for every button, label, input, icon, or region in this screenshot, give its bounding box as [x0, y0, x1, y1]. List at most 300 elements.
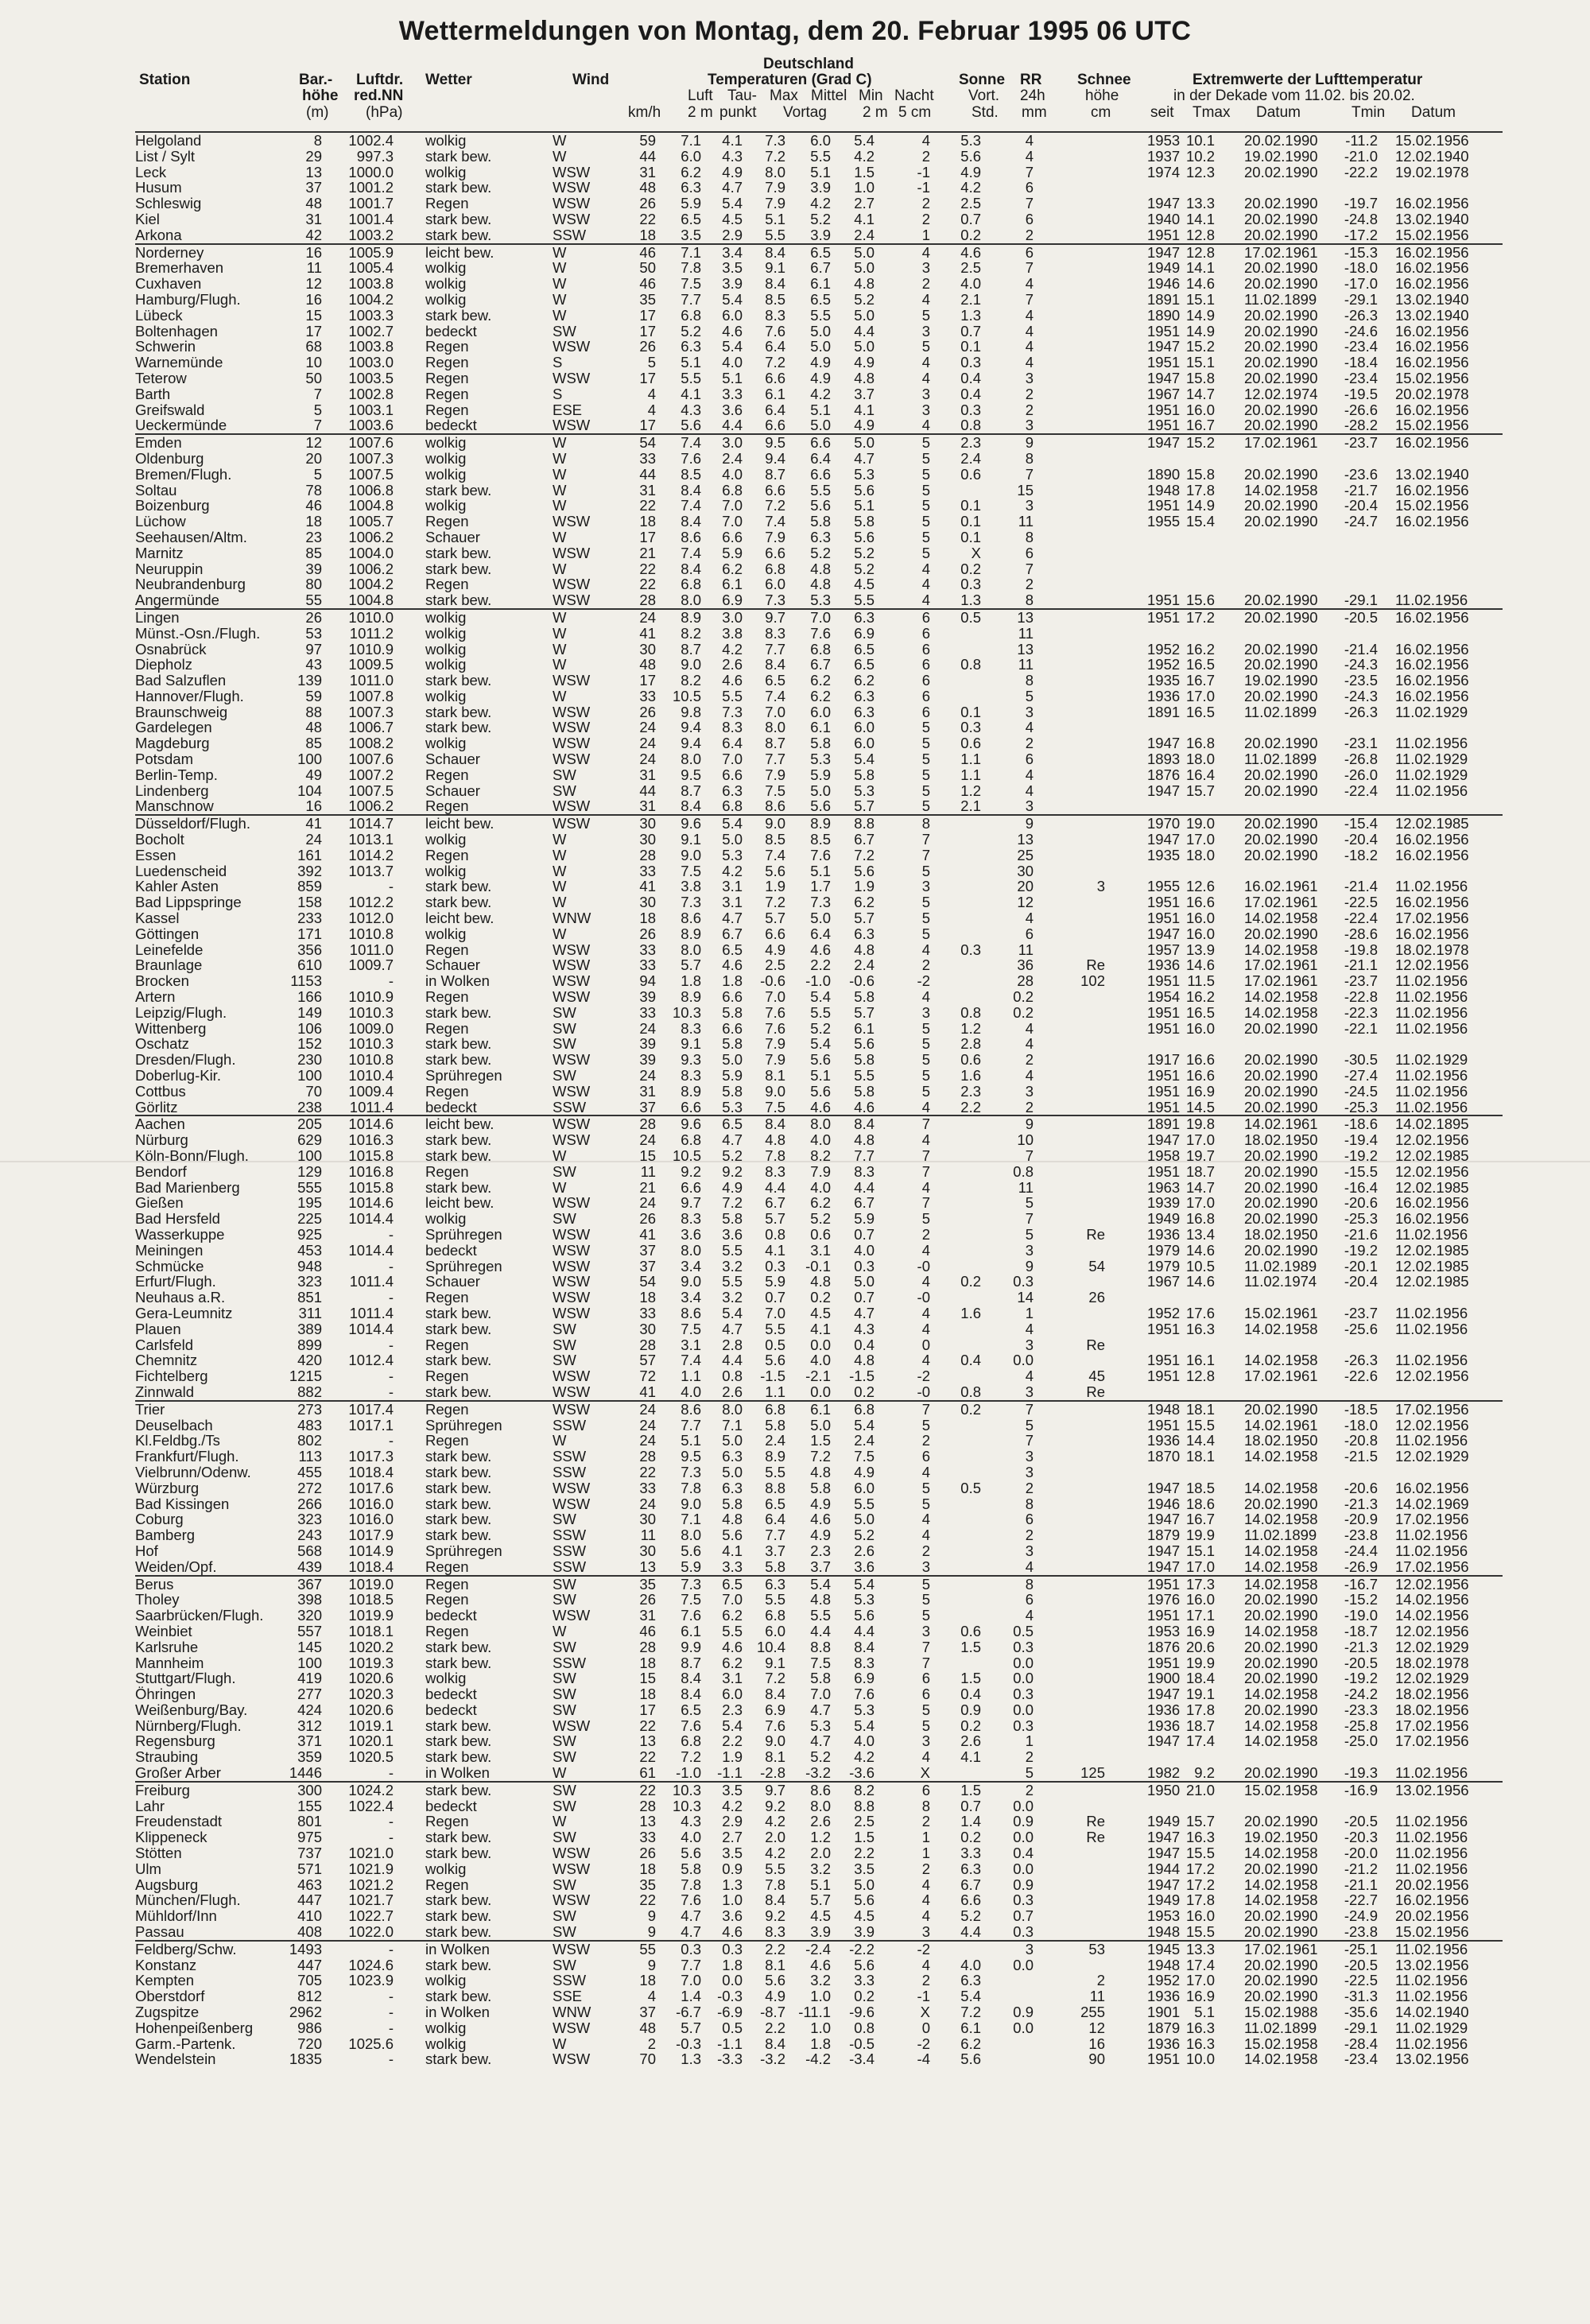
station-name: Carlsfeld — [135, 1337, 193, 1353]
table-row — [135, 1783, 1503, 1798]
record-since: 1893 — [1147, 751, 1180, 767]
record-since: 1951 — [1147, 1418, 1180, 1434]
station-name: Lüchow — [135, 514, 186, 530]
precipitation-value: 7 — [1026, 260, 1034, 276]
record-tmax-value: 14.6 — [1186, 1274, 1215, 1290]
precipitation-value: 0.9 — [1013, 2004, 1034, 2020]
station-name: Chemnitz — [135, 1352, 197, 1368]
wind-speed-value: 39 — [639, 1036, 656, 1052]
temp-mean-value: 5.2 — [810, 1749, 831, 1765]
record-tmin-date: 11.02.1956 — [1395, 1084, 1468, 1100]
temp-min-5cm-value: 4 — [922, 1877, 930, 1893]
barometer-height-value: 100 — [297, 1655, 322, 1671]
record-since: 1947 — [1147, 1511, 1180, 1527]
air-temp-value: 7.4 — [681, 498, 701, 514]
air-temp-value: 4.0 — [681, 1384, 701, 1400]
temp-max-value: 5.6 — [765, 1352, 785, 1368]
temp-min-2m-value: 4.6 — [854, 1100, 874, 1115]
temp-min-2m-value: 5.5 — [854, 592, 874, 608]
wind-speed-value: 13 — [639, 1814, 656, 1829]
dew-point-value: 3.6 — [722, 402, 743, 418]
station-name: Oldenburg — [135, 451, 204, 467]
record-since: 1951 — [1147, 894, 1180, 910]
record-tmin-date: 16.02.1956 — [1395, 196, 1469, 211]
temp-mean-value: 4.6 — [810, 1957, 831, 1973]
temp-max-value: 6.0 — [765, 1624, 785, 1639]
record-tmax-value: 16.3 — [1186, 2020, 1215, 2036]
dew-point-value: 4.3 — [722, 149, 743, 165]
temp-min-5cm-value: -1 — [917, 1988, 930, 2004]
air-temp-value: 5.8 — [681, 1861, 701, 1877]
barometer-height-value: 243 — [297, 1527, 322, 1543]
dew-point-value: 5.5 — [722, 1243, 743, 1259]
record-tmin-date: 12.02.1985 — [1395, 1243, 1469, 1259]
table-row — [135, 1988, 1503, 2004]
station-name: Münst.-Osn./Flugh. — [135, 626, 260, 642]
wind-speed-value: 18 — [639, 1290, 656, 1306]
temp-max-value: 5.5 — [765, 227, 785, 243]
weather-condition: wolkig — [425, 1861, 466, 1877]
temp-min-2m-value: 4.8 — [854, 1132, 874, 1148]
wind-speed-value: 24 — [639, 1068, 656, 1084]
record-tmin-date: 19.02.1978 — [1395, 165, 1469, 180]
record-tmax-value: 12.8 — [1186, 1368, 1215, 1384]
precipitation-value: 0.0 — [1013, 2020, 1034, 2036]
record-tmax-value: 14.7 — [1186, 386, 1215, 402]
station-name: Magdeburg — [135, 735, 210, 751]
air-pressure-value: 997.3 — [357, 149, 394, 165]
table-row — [135, 1702, 1503, 1718]
paper-fold — [0, 1161, 1590, 1162]
wind-speed-value: 22 — [639, 1465, 656, 1480]
barometer-height-value: 410 — [297, 1908, 322, 1924]
record-tmin-value: -21.7 — [1344, 483, 1378, 499]
sunshine-hours-value: 2.4 — [960, 451, 981, 467]
wind-speed-value: 22 — [639, 498, 656, 514]
temp-min-2m-value: 5.0 — [854, 260, 874, 276]
temp-max-value: 8.7 — [765, 735, 785, 751]
sunshine-hours-value: 2.5 — [960, 260, 981, 276]
temp-min-2m-value: 7.5 — [854, 1449, 874, 1465]
record-tmin-date: 11.02.1956 — [1395, 1543, 1468, 1559]
temp-min-5cm-value: 6 — [922, 689, 930, 704]
station-name: Potsdam — [135, 751, 193, 767]
wind-speed-value: 28 — [639, 1116, 656, 1132]
record-tmax-date: 11.02.1899 — [1244, 1527, 1317, 1543]
record-tmin-value: -21.5 — [1344, 1449, 1378, 1465]
station-name: Frankfurt/Flugh. — [135, 1449, 239, 1465]
temp-min-5cm-value: 6 — [922, 610, 930, 626]
station-name: Weißenburg/Bay. — [135, 1702, 247, 1718]
station-name: Arkona — [135, 227, 182, 243]
record-tmin-date: 16.02.1956 — [1395, 894, 1469, 910]
air-pressure-value: 1016.8 — [348, 1164, 394, 1180]
precipitation-value: 4 — [1026, 1021, 1034, 1037]
wind-speed-value: 24 — [639, 1132, 656, 1148]
station-name: Schmücke — [135, 1259, 204, 1275]
record-tmin-value: -15.5 — [1344, 1164, 1378, 1180]
temp-mean-value: 1.0 — [810, 2020, 831, 2036]
record-tmin-value: -22.4 — [1344, 910, 1378, 926]
temp-mean-value: 5.4 — [810, 1036, 831, 1052]
record-tmax-value: 5.1 — [1194, 2004, 1215, 2020]
barometer-height-value: 975 — [297, 1829, 322, 1845]
station-name: Großer Arber — [135, 1765, 221, 1781]
weather-condition: Regen — [425, 196, 469, 211]
precipitation-value: 30 — [1017, 863, 1034, 879]
air-temp-value: 8.7 — [681, 642, 701, 658]
air-temp-value: 8.3 — [681, 1211, 701, 1227]
sunshine-hours-value: X — [971, 545, 981, 561]
dew-point-value: 4.2 — [722, 1798, 743, 1814]
air-temp-value: 8.4 — [681, 561, 701, 577]
temp-mean-value: 5.0 — [810, 324, 831, 339]
temp-min-2m-value: 6.0 — [854, 1480, 874, 1496]
temp-min-2m-value: 5.7 — [854, 1005, 874, 1021]
record-tmax-date: 20.02.1990 — [1244, 133, 1318, 149]
temp-min-5cm-value: 4 — [922, 133, 930, 149]
temp-mean-value: 5.1 — [810, 402, 831, 418]
temp-mean-value: 4.6 — [810, 1511, 831, 1527]
dew-point-value: 2.7 — [722, 1829, 743, 1845]
record-tmin-value: -24.4 — [1344, 1543, 1378, 1559]
wind-direction: W — [553, 276, 566, 292]
dew-point-value: 6.6 — [722, 767, 743, 783]
air-pressure-value: 1010.3 — [348, 1005, 394, 1021]
wind-direction: W — [553, 435, 566, 451]
temp-min-2m-value: 7.2 — [854, 848, 874, 863]
wind-speed-value: 31 — [639, 798, 656, 814]
table-row — [135, 1845, 1503, 1861]
temp-mean-value: 4.0 — [810, 1180, 831, 1196]
station-name: Öhringen — [135, 1686, 196, 1702]
temp-mean-value: 3.7 — [810, 1559, 831, 1575]
weather-condition: bedeckt — [425, 1608, 477, 1624]
wind-direction: SW — [553, 1021, 576, 1037]
precipitation-value: 7 — [1026, 196, 1034, 211]
record-tmin-date: 16.02.1956 — [1395, 657, 1469, 673]
record-tmin-value: -20.3 — [1344, 1829, 1378, 1845]
station-name: Stötten — [135, 1845, 182, 1861]
wind-direction: SW — [553, 1670, 576, 1686]
temp-mean-value: 5.3 — [810, 751, 831, 767]
weather-condition: bedeckt — [425, 1686, 477, 1702]
temp-min-5cm-value: 4 — [922, 1100, 930, 1115]
sunshine-hours-value: 6.2 — [960, 2036, 981, 2052]
dew-point-value: 4.6 — [722, 1639, 743, 1655]
wind-speed-value: 28 — [639, 592, 656, 608]
station-name: Saarbrücken/Flugh. — [135, 1608, 263, 1624]
air-temp-value: 6.1 — [681, 1624, 701, 1639]
air-pressure-value: 1025.6 — [348, 2036, 394, 2052]
weather-condition: stark bew. — [425, 1180, 491, 1196]
snow-depth-value: Re — [1086, 1337, 1105, 1353]
air-pressure-value: 1011.4 — [350, 1100, 394, 1115]
sunshine-hours-value: 2.1 — [960, 292, 981, 308]
barometer-height-value: 85 — [305, 545, 322, 561]
temp-mean-value: 5.6 — [810, 1084, 831, 1100]
sunshine-hours-value: 1.3 — [960, 308, 981, 324]
temp-max-value: 9.7 — [765, 610, 785, 626]
precipitation-value: 11 — [1018, 657, 1034, 673]
air-pressure-value: 1021.2 — [348, 1877, 394, 1893]
air-temp-value: 4.3 — [681, 1814, 701, 1829]
air-temp-value: 9.1 — [681, 832, 701, 848]
record-tmin-value: -22.5 — [1344, 894, 1378, 910]
record-tmin-value: -30.5 — [1344, 1052, 1378, 1068]
record-tmax-date: 20.02.1990 — [1244, 402, 1318, 418]
dew-point-value: 3.3 — [722, 386, 743, 402]
table-row — [135, 2020, 1503, 2036]
temp-max-value: 7.9 — [765, 530, 785, 545]
header-bar2: höhe — [302, 87, 338, 104]
temp-min-5cm-value: 3 — [922, 402, 930, 418]
record-tmax-value: 17.2 — [1186, 1877, 1215, 1893]
precipitation-value: 8 — [1026, 451, 1034, 467]
record-tmax-value: 10.5 — [1186, 1259, 1215, 1275]
dew-point-value: 5.0 — [722, 1465, 743, 1480]
temp-min-5cm-value: 5 — [922, 1718, 930, 1734]
table-row — [135, 973, 1503, 989]
table-row — [135, 1814, 1503, 1829]
temp-max-value: 2.5 — [765, 957, 785, 973]
wind-direction: W — [553, 1180, 566, 1196]
temp-mean-value: 0.0 — [810, 1337, 831, 1353]
wind-direction: WSW — [553, 1290, 590, 1306]
air-temp-value: 9.9 — [681, 1639, 701, 1655]
dew-point-value: 6.2 — [722, 561, 743, 577]
wind-direction: WSW — [553, 1718, 590, 1734]
air-temp-value: 8.0 — [681, 751, 701, 767]
table-row — [135, 576, 1503, 592]
temp-mean-value: 5.7 — [810, 1892, 831, 1908]
station-name: Bad Marienberg — [135, 1180, 240, 1196]
sunshine-hours-value: 0.5 — [960, 610, 981, 626]
table-row — [135, 1861, 1503, 1877]
temp-min-5cm-value: 2 — [922, 1814, 930, 1829]
temp-max-value: 7.8 — [765, 1148, 785, 1164]
record-tmax-value: 18.7 — [1186, 1164, 1215, 1180]
air-temp-value: 4.3 — [681, 402, 701, 418]
station-name: Ulm — [135, 1861, 161, 1877]
temp-mean-value: 3.1 — [810, 1243, 831, 1259]
record-tmax-value: 16.3 — [1186, 2036, 1215, 2052]
record-since: 1951 — [1147, 417, 1180, 433]
record-tmin-value: -20.4 — [1344, 498, 1378, 514]
station-name: Zugspitze — [135, 2004, 199, 2020]
air-pressure-value: - — [389, 1368, 394, 1384]
wind-speed-value: 17 — [639, 530, 656, 545]
dew-point-value: 3.8 — [722, 626, 743, 642]
table-row — [135, 1877, 1503, 1893]
temp-min-2m-value: 4.9 — [854, 355, 874, 371]
temp-mean-value: 5.0 — [810, 417, 831, 433]
record-since: 1951 — [1147, 2051, 1180, 2067]
air-pressure-value: 1007.3 — [348, 451, 394, 467]
wind-direction: WSW — [553, 2051, 590, 2067]
precipitation-value: 3 — [1026, 1942, 1034, 1957]
air-temp-value: 7.7 — [681, 292, 701, 308]
weather-condition: leicht bew. — [425, 1116, 494, 1132]
record-since: 1951 — [1147, 1608, 1180, 1624]
table-row — [135, 498, 1503, 514]
record-tmin-value: -22.5 — [1344, 1973, 1378, 1988]
dew-point-value: 6.8 — [722, 483, 743, 499]
record-tmin-date: 12.02.1956 — [1395, 1418, 1469, 1434]
table-row — [135, 1052, 1503, 1068]
record-tmin-value: -24.2 — [1344, 1686, 1378, 1702]
table-row — [135, 417, 1503, 433]
temp-mean-value: -1.0 — [805, 973, 831, 989]
barometer-height-value: 10 — [305, 355, 322, 371]
record-tmax-value: 15.8 — [1186, 467, 1215, 483]
record-tmax-value: 16.5 — [1186, 704, 1215, 720]
precipitation-value: 2 — [1026, 1052, 1034, 1068]
temp-mean-value: 5.5 — [810, 483, 831, 499]
table-row — [135, 1957, 1503, 1973]
dew-point-value: -1.1 — [717, 2036, 743, 2052]
record-tmin-date: 11.02.1956 — [1395, 1814, 1468, 1829]
temp-mean-value: 7.9 — [810, 1164, 831, 1180]
air-temp-value: 7.1 — [681, 245, 701, 261]
air-pressure-value: 1006.7 — [348, 720, 394, 735]
temp-mean-value: 6.2 — [810, 1195, 831, 1211]
barometer-height-value: 447 — [297, 1892, 322, 1908]
dew-point-value: 6.8 — [722, 798, 743, 814]
air-temp-value: 4.7 — [681, 1908, 701, 1924]
barometer-height-value: 948 — [297, 1259, 322, 1275]
precipitation-value: 0.9 — [1013, 1877, 1034, 1893]
precipitation-value: 36 — [1017, 957, 1034, 973]
wind-direction: WSW — [553, 1243, 590, 1259]
wind-speed-value: 24 — [639, 1496, 656, 1512]
record-since: 1951 — [1147, 324, 1180, 339]
record-tmax-value: 14.9 — [1186, 308, 1215, 324]
precipitation-value: 4 — [1026, 324, 1034, 339]
station-group — [135, 243, 1503, 434]
record-tmin-value: -19.2 — [1344, 1243, 1378, 1259]
barometer-height-value: 453 — [297, 1243, 322, 1259]
air-temp-value: 7.6 — [681, 1718, 701, 1734]
record-tmin-date: 16.02.1956 — [1395, 276, 1469, 292]
precipitation-value: 3 — [1026, 1465, 1034, 1480]
air-pressure-value: 1003.3 — [348, 308, 394, 324]
temp-mean-value: 6.1 — [810, 276, 831, 292]
temp-max-value: 1.1 — [765, 1384, 785, 1400]
record-tmin-date: 12.02.1956 — [1395, 957, 1469, 973]
record-since: 1976 — [1147, 1592, 1180, 1608]
temp-mean-value: 5.6 — [810, 798, 831, 814]
table-row — [135, 1465, 1503, 1480]
temp-mean-value: 4.7 — [810, 1733, 831, 1749]
air-pressure-value: 1024.2 — [348, 1783, 394, 1798]
temp-max-value: 6.0 — [765, 576, 785, 592]
table-row — [135, 957, 1503, 973]
header-luft-b: 2 m — [688, 104, 713, 121]
sunshine-hours-value: 2.5 — [960, 196, 981, 211]
precipitation-value: 2 — [1026, 576, 1034, 592]
wind-direction: WSW — [553, 735, 590, 751]
record-tmax-date: 20.02.1990 — [1244, 1052, 1318, 1068]
record-tmin-date: 12.02.1929 — [1395, 1449, 1469, 1465]
barometer-height-value: 15 — [305, 308, 322, 324]
station-name: Görlitz — [135, 1100, 177, 1115]
temp-max-value: 6.4 — [765, 1511, 785, 1527]
record-tmax-value: 16.2 — [1186, 642, 1215, 658]
sunshine-hours-value: 5.6 — [960, 2051, 981, 2067]
record-since: 1947 — [1147, 832, 1180, 848]
snow-depth-value: 53 — [1088, 1942, 1105, 1957]
sunshine-hours-value: 0.4 — [960, 371, 981, 386]
station-name: Düsseldorf/Flugh. — [135, 816, 250, 832]
air-temp-value: 7.7 — [681, 1418, 701, 1434]
record-tmax-date: 20.02.1990 — [1244, 276, 1318, 292]
precipitation-value: 5 — [1026, 1227, 1034, 1243]
record-tmax-value: 17.2 — [1186, 610, 1215, 626]
barometer-height-value: 149 — [297, 1005, 322, 1021]
temp-min-2m-value: 4.1 — [854, 211, 874, 227]
wind-direction: WSW — [553, 816, 590, 832]
temp-min-5cm-value: 3 — [922, 879, 930, 894]
temp-max-value: 8.6 — [765, 798, 785, 814]
dew-point-value: 3.1 — [722, 894, 743, 910]
temp-min-2m-value: 5.2 — [854, 545, 874, 561]
air-temp-value: 10.3 — [673, 1783, 701, 1798]
precipitation-value: 0.0 — [1013, 1957, 1034, 1973]
temp-max-value: 6.6 — [765, 926, 785, 942]
header-extrem2: in der Dekade vom 11.02. bis 20.02. — [1173, 87, 1415, 104]
record-tmin-value: -28.6 — [1344, 926, 1378, 942]
weather-condition: stark bew. — [425, 1321, 491, 1337]
air-pressure-value: 1019.9 — [348, 1608, 394, 1624]
dew-point-value: 2.3 — [722, 1702, 743, 1718]
record-since: 1955 — [1147, 514, 1180, 530]
wind-direction: SW — [553, 1783, 576, 1798]
record-since: 1936 — [1147, 2036, 1180, 2052]
temp-max-value: 8.9 — [765, 1449, 785, 1465]
wind-speed-value: 46 — [639, 276, 656, 292]
dew-point-value: 6.5 — [722, 1116, 743, 1132]
wind-speed-value: 41 — [639, 1227, 656, 1243]
record-tmin-date: 17.02.1956 — [1395, 1559, 1469, 1575]
temp-min-5cm-value: 3 — [922, 1924, 930, 1940]
record-tmax-value: 17.4 — [1186, 1733, 1215, 1749]
station-name: Wittenberg — [135, 1021, 206, 1037]
station-name: Emden — [135, 435, 182, 451]
air-pressure-value: 1001.7 — [348, 196, 394, 211]
weather-condition: stark bew. — [425, 2051, 491, 2067]
precipitation-value: 4 — [1026, 1559, 1034, 1575]
wind-speed-value: 54 — [639, 435, 656, 451]
temp-min-5cm-value: 5 — [922, 1052, 930, 1068]
temp-max-value: 9.0 — [765, 1733, 785, 1749]
air-temp-value: 3.5 — [681, 227, 701, 243]
weather-condition: stark bew. — [425, 1005, 491, 1021]
table-row — [135, 1765, 1503, 1781]
dew-point-value: 0.5 — [722, 2020, 743, 2036]
wind-direction: WSW — [553, 989, 590, 1005]
air-temp-value: 7.7 — [681, 1957, 701, 1973]
station-name: Berus — [135, 1577, 173, 1593]
record-tmax-date: 12.02.1974 — [1244, 386, 1318, 402]
sunshine-hours-value: 2.8 — [960, 1036, 981, 1052]
record-tmin-value: -15.3 — [1344, 245, 1378, 261]
record-tmax-date: 14.02.1958 — [1244, 1733, 1318, 1749]
precipitation-value: 8 — [1026, 530, 1034, 545]
weather-condition: Regen — [425, 1337, 469, 1353]
temp-min-5cm-value: 5 — [922, 1496, 930, 1512]
dew-point-value: 5.8 — [722, 1036, 743, 1052]
